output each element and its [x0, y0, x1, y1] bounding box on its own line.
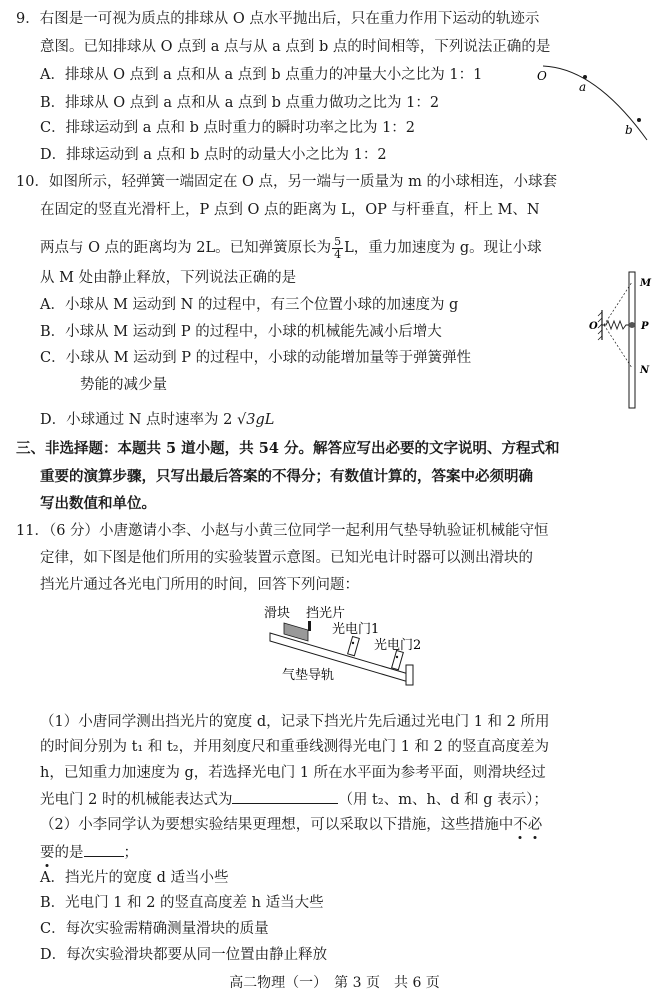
track-end-stop [406, 665, 413, 685]
q11-part2-line2 [40, 845, 138, 861]
q10-option-c-line2: 势能的减少量 [80, 377, 167, 393]
q10-stem-line3-b: L，重力加速度为 g。现让小球 [344, 240, 542, 257]
q10-option-d-text: D．小球通过 N 点时速率为 2 [40, 412, 233, 428]
q11-part2-line2-b: 的是 [54, 845, 84, 861]
q10-stem-line3 [40, 236, 542, 260]
q11-part1-line1: （1）小唐同学测出挡光片的宽度 d，记录下挡光片先后通过光电门 1 和 2 所用 [40, 714, 550, 730]
label-o: O [589, 321, 598, 332]
q10-stem-line1: 10．如图所示，轻弹簧一端固定在 O 点，另一端与一质量为 m 的小球相连，小球套 [16, 174, 558, 190]
section3-line2: 重要的演算步骤，只写出最后答案的不得分；有数值计算的，答案中必须明确 [40, 468, 533, 485]
q9-option-d: D．排球运动到 a 点和 b 点时的动量大小之比为 1：2 [40, 147, 387, 163]
q11-part2-line2-c: ； [123, 845, 138, 861]
fraction-denominator: 4 [334, 247, 342, 261]
point-a-marker [583, 75, 587, 79]
q10-option-d [40, 413, 274, 428]
dashed-on [604, 325, 632, 368]
label-p: P [641, 321, 649, 332]
q10-spring-rod-figure [588, 270, 660, 410]
label-shutter: 挡光片 [306, 606, 346, 621]
q11-option-b: B．光电门 1 和 2 的竖直高度差 h 适当大些 [40, 895, 324, 911]
shutter-plate [308, 621, 311, 631]
label-a: a [579, 80, 587, 94]
q10-stem-line3-a: 两点与 O 点的距离均为 2L。已知弹簧原长为 [40, 240, 332, 257]
vertical-rod [629, 272, 635, 408]
spring [602, 321, 629, 329]
label-gate2: 光电门2 [374, 638, 422, 653]
label-o: O [537, 69, 547, 83]
q9-stem-line2: 意图。已知排球从 O 点到 a 点与从 a 点到 b 点的时间相等，下列说法正确的是 [40, 39, 551, 55]
q9-trajectory-figure [535, 60, 655, 150]
label-b: b [625, 123, 633, 137]
answer-blank-2[interactable] [84, 845, 124, 857]
label-slider: 滑块 [264, 606, 291, 621]
section3-line1: 三、非选择题：本题共 5 道小题，共 54 分。解答应写出必要的文字说明、方程式和 [16, 440, 560, 457]
label-m: M [640, 278, 652, 289]
q11-part2-line1 [40, 818, 542, 833]
q11-line1: 11．（6 分）小唐邀请小李、小赵与小黄三位同学一起利用气垫导轨验证机械能守恒 [16, 523, 549, 539]
emphasis-must: 必 [527, 817, 543, 833]
q11-part1-line4-b: （用 t₂、m、h、d 和 g 表示）； [338, 792, 548, 808]
page-footer: 高二物理（一） 第 3 页 共 6 页 [229, 975, 440, 991]
q11-line3: 挡光片通过各光电门所用的时间，回答下列问题： [40, 577, 359, 593]
ball [629, 322, 635, 328]
q11-option-a: A．挡光片的宽度 d 适当小些 [40, 870, 229, 886]
q9-stem-line1: 9．右图是一可视为质点的排球从 O 点水平抛出后，只在重力作用下运动的轨迹示 [16, 11, 540, 27]
label-n: N [640, 365, 650, 376]
q11-part2-line1-a: （2）小李同学认为要想实验结果更理想，可以采取以下措施，这些措施中 [40, 817, 514, 833]
point-b-marker [637, 118, 641, 122]
q11-part1-line2: 的时间分别为 t₁ 和 t₂，并用刻度尺和重垂线测得光电门 1 和 2 的竖直高度差为 [40, 739, 549, 755]
label-gate1: 光电门1 [332, 622, 380, 637]
q11-part1-line4 [40, 792, 548, 808]
q11-option-d: D．每次实验滑块都要从同一位置由静止释放 [40, 947, 328, 963]
q10-option-c-line1: C．小球从 M 运动到 P 的过程中，小球的动能增加量等于弹簧弹性 [40, 350, 472, 366]
q11-part1-line3: h，已知重力加速度为 g，若选择光电门 1 所在水平面为参考平面，则滑块经过 [40, 765, 546, 781]
q9-option-a: A．排球从 O 点到 a 点和从 a 点到 b 点重力的冲量大小之比为 1：1 [40, 67, 483, 83]
photogate-2 [392, 651, 404, 670]
photogate-1 [348, 637, 360, 656]
label-track: 气垫导轨 [282, 668, 335, 683]
q10-stem-line4: 从 M 处由静止释放，下列说法正确的是 [40, 270, 297, 286]
fraction-numerator: 5 [334, 235, 342, 248]
section3-line3: 写出数值和单位。 [40, 495, 156, 512]
q10-option-a: A．小球从 M 运动到 N 的过程中，有三个位置小球的加速度为 g [40, 297, 459, 313]
q11-option-c: C．每次实验需精确测量滑块的质量 [40, 921, 269, 937]
q11-line2: 定律，如下图是他们所用的实验装置示意图。已知光电计时器可以测出滑块的 [40, 550, 533, 566]
q11-air-track-figure [262, 603, 432, 693]
emphasis-need: 要 [40, 845, 55, 861]
emphasis-not: 不 [513, 817, 528, 833]
q11-part1-line4-a: 光电门 2 时的机械能表达式为 [40, 792, 233, 808]
q9-option-c: C．排球运动到 a 点和 b 点时重力的瞬时功率之比为 1：2 [40, 120, 416, 136]
sqrt-expression: √3gL [236, 412, 275, 428]
fraction-5-4 [332, 236, 343, 260]
dashed-om [604, 282, 632, 325]
q10-option-b: B．小球从 M 运动到 P 的过程中，小球的机械能先减小后增大 [40, 324, 442, 340]
answer-blank-1[interactable] [232, 792, 338, 804]
q10-stem-line2: 在固定的竖直光滑杆上，P 点到 O 点的距离为 L，OP 与杆垂直，杆上 M、N [40, 202, 540, 218]
q9-option-b: B．排球从 O 点到 a 点和从 a 点到 b 点重力做功之比为 1：2 [40, 95, 440, 111]
